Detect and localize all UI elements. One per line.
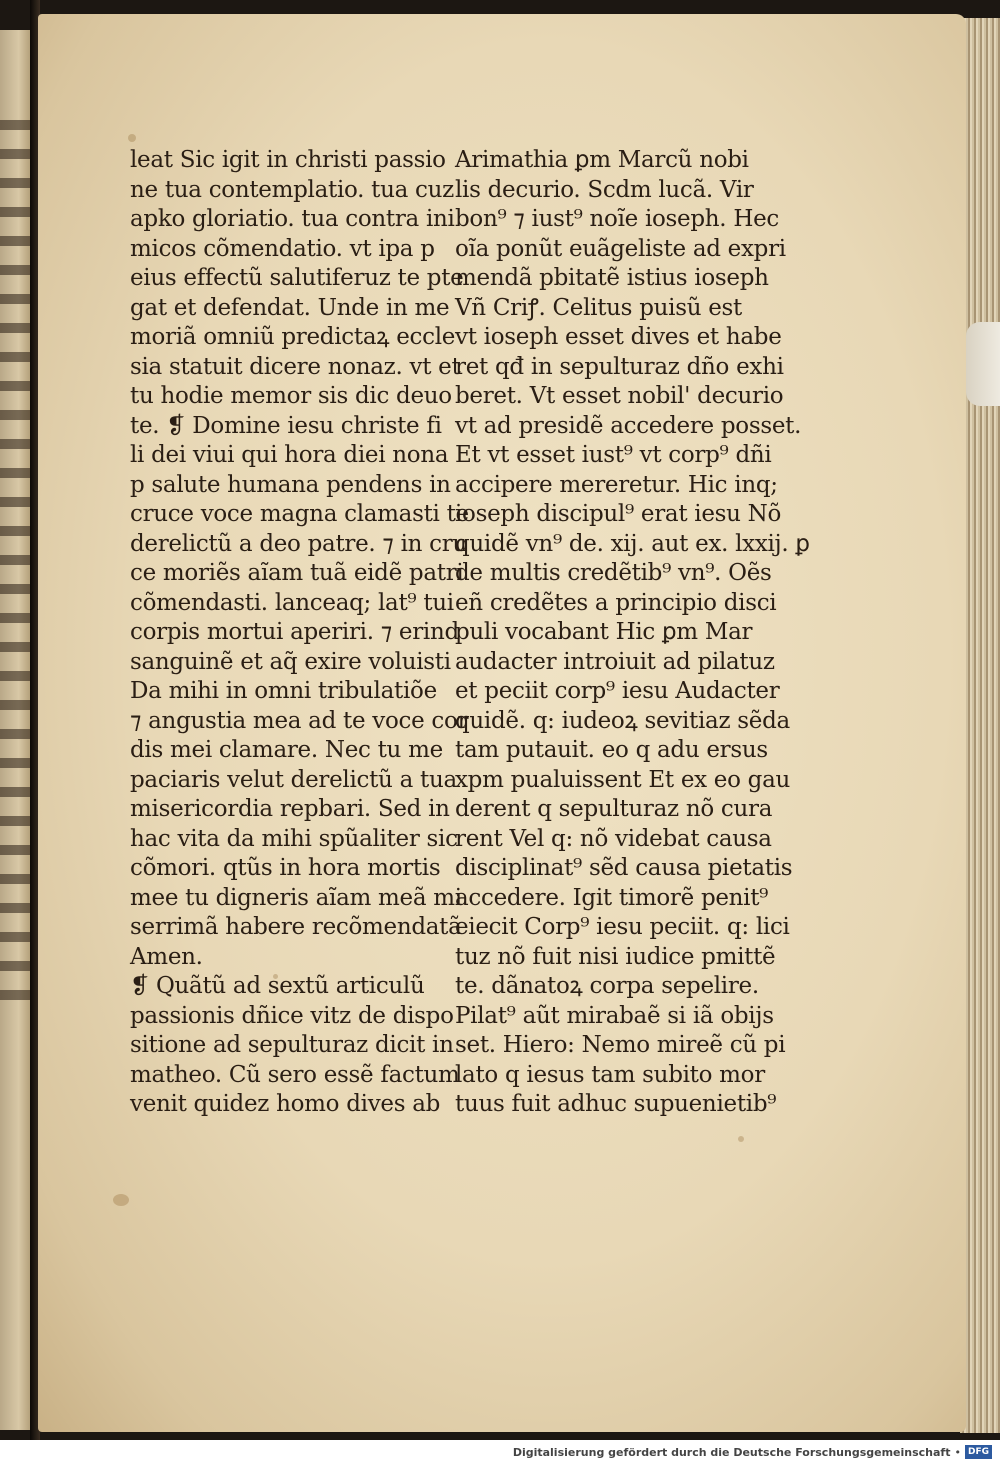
- text-line: mee tu digneris aĩam meã mi: [130, 884, 462, 911]
- text-line: ⁊ angustia mea ad te voce cor: [130, 707, 469, 734]
- text-line: te. ❡ Domine iesu christe fi: [130, 412, 442, 439]
- text-line: audacter introiuit ad pilatuz: [455, 648, 775, 675]
- text-line: eiecit Corp⁹ iesu peciit. q: lici: [455, 914, 790, 940]
- foxing-spot: [113, 1194, 129, 1206]
- digitization-credit-bar: [0, 1440, 1000, 1464]
- text-line: bon⁹ ⁊ iust⁹ noĩe ioseph. Hec: [455, 206, 779, 232]
- text-line: Arimathia ꝑm Marcũ nobi: [455, 147, 749, 173]
- text-line: tuz nõ fuit nisi iudice pmittẽ: [455, 943, 776, 970]
- text-line: apko gloriatio. tua contra ini: [130, 206, 455, 232]
- text-line: ioseph discipul⁹ erat iesu Nõ: [455, 501, 782, 527]
- text-line: tu hodie memor sis dic deuo: [130, 383, 452, 409]
- text-line: et peciit corp⁹ iesu Audacter: [455, 678, 780, 704]
- dfg-logo-icon: DFG: [965, 1445, 992, 1459]
- text-line: vt ioseph esset dives et habe: [455, 324, 782, 350]
- text-line: ret qđ in sepulturaz dño exhi: [455, 353, 784, 380]
- text-line: Da mihi in omni tribulatiõe: [130, 678, 437, 704]
- text-line: set. Hiero: Nemo mireẽ cũ pi: [455, 1032, 786, 1058]
- text-line: Et vt esset iust⁹ vt corp⁹ dñi: [455, 442, 772, 468]
- text-line: accipere mereretur. Hic inq;: [455, 471, 778, 498]
- text-line: ne tua contemplatio. tua cuz: [130, 176, 454, 203]
- credit-text: Digitalisierung gefördert durch die Deutsche Forschungsgemeinschaft: [512, 1445, 951, 1459]
- text-line: eñ credẽtes a principio disci: [455, 589, 777, 616]
- foxing-spot: [738, 1136, 744, 1142]
- text-line: p salute humana pendens in: [130, 471, 451, 498]
- text-line: ce moriẽs aĩam tuã eidẽ patri: [130, 560, 464, 586]
- text-line: quidẽ vn⁹ de. xij. aut ex. lxxij. ꝑ: [455, 530, 810, 557]
- text-line: li dei viui qui hora diei nona: [130, 442, 449, 468]
- text-line: lato q iesus tam subito mor: [455, 1061, 765, 1088]
- text-line: rent Vel q: nõ videbat causa: [455, 825, 772, 852]
- text-line: serrimã habere recõmendatã: [130, 914, 462, 940]
- text-line: puli vocabant Hic ꝑm Mar: [455, 619, 753, 645]
- text-line: sanguinẽ et aq̃ exire voluisti: [130, 648, 451, 675]
- facing-page-text-fragments: [0, 120, 30, 1000]
- text-line: derelictũ a deo patre. ⁊ in cru: [130, 530, 467, 557]
- text-line: oĩa ponũt euãgeliste ad expri: [455, 235, 786, 262]
- text-line: cõmori. qtũs in hora mortis: [130, 855, 441, 881]
- text-line: misericordia repbari. Sed in: [130, 796, 450, 822]
- text-line: Amen.: [130, 943, 203, 970]
- text-line: cruce voce magna clamasti te: [130, 501, 469, 527]
- text-line: quidẽ. q: iudeoꝝ sevitiaz sẽda: [455, 707, 790, 734]
- text-line: moriã omniũ predictaꝝ eccle: [130, 324, 456, 350]
- page-tab-marker: [966, 322, 1000, 406]
- text-line: sia statuit dicere nonaz. vt et: [130, 353, 461, 380]
- text-line: leat Sic igit in christi passio: [130, 147, 446, 173]
- text-line: lis decurio. Scdm lucã. Vir: [455, 176, 754, 203]
- text-line: ❡ Quãtũ ad sextũ articulũ: [130, 973, 425, 999]
- text-line: paciaris velut derelictũ a tua: [130, 766, 457, 793]
- text-line: matheo. Cũ sero essẽ factum: [130, 1061, 460, 1088]
- credit-separator: •: [954, 1445, 961, 1459]
- text-line: tuus fuit adhuc supuenietib⁹: [455, 1091, 777, 1117]
- text-line: cõmendasti. lanceaq; lat⁹ tui: [130, 589, 454, 616]
- text-line: corpis mortui aperiri. ⁊ erind: [130, 619, 459, 645]
- facing-page-edge: [0, 30, 34, 1430]
- text-line: dis mei clamare. Nec tu me: [130, 737, 443, 763]
- text-line: hac vita da mihi spũaliter sic: [130, 825, 458, 852]
- foxing-spot: [128, 134, 136, 142]
- text-line: gat et defendat. Unde in me: [130, 294, 450, 321]
- text-line: eius effectũ salutiferuz te pte: [130, 265, 464, 291]
- text-line: mendã pbitatẽ istius ioseph: [455, 265, 769, 291]
- text-line: derent q sepulturaz nõ cura: [455, 796, 773, 822]
- text-line: tam putauit. eo q adu ersus: [455, 737, 768, 763]
- text-line: te. dãnatoꝝ corpa sepelire.: [455, 973, 759, 999]
- text-line: accedere. Igit timorẽ penit⁹: [455, 884, 769, 911]
- text-line: passionis dñice vitz de dispo: [130, 1002, 454, 1029]
- text-line: micos cõmendatio. vt ipa p: [130, 235, 435, 262]
- text-line: de multis credẽtib⁹ vn⁹. Oẽs: [455, 560, 772, 586]
- text-line: beret. Vt esset nobil' decurio: [455, 383, 784, 409]
- page-edges: [960, 18, 1000, 1433]
- text-line: vt ad presidẽ accedere posset.: [455, 412, 802, 439]
- text-line: disciplinat⁹ sẽd causa pietatis: [455, 855, 793, 881]
- text-line: xpm pualuissent Et ex eo gau: [455, 766, 791, 793]
- text-line: Vñ Criꝭ. Celitus puisũ est: [455, 294, 742, 321]
- text-line: venit quidez homo dives ab: [130, 1091, 441, 1117]
- text-line: Pilat⁹ aũt mirabaẽ si iã obijs: [455, 1002, 774, 1029]
- text-line: sitione ad sepulturaz dicit in: [130, 1032, 454, 1058]
